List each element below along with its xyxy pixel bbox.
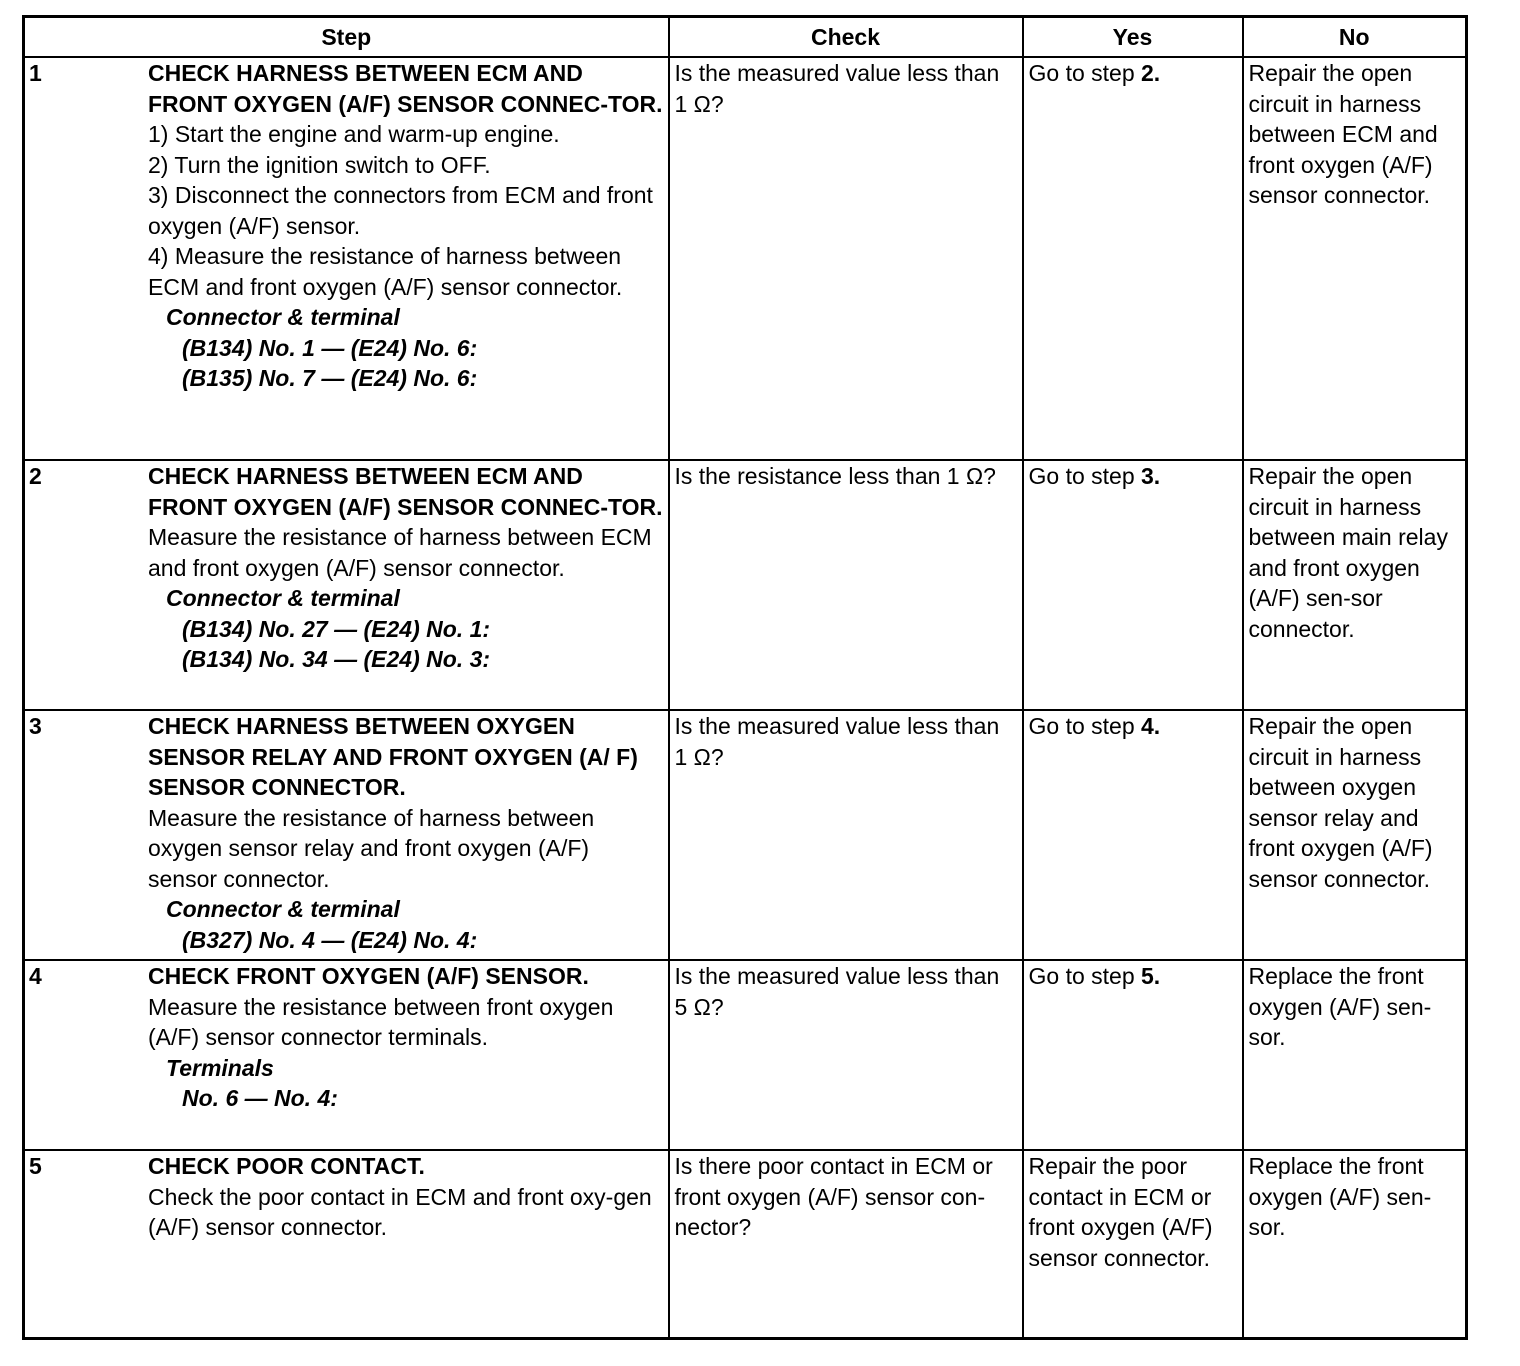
check-cell xyxy=(669,1150,1023,1339)
check-question: Is the measured value less than 1 Ω? xyxy=(674,713,1000,770)
step-cell xyxy=(24,460,669,710)
yes-cell xyxy=(1023,57,1243,460)
terminal-item: No. 6 — No. 4: xyxy=(182,1085,338,1111)
yes-prefix: Go to step xyxy=(1028,713,1142,739)
no-cell xyxy=(1243,1150,1467,1339)
check-cell xyxy=(669,710,1023,960)
yes-action xyxy=(1024,58,1242,89)
check-cell xyxy=(669,960,1023,1150)
check-cell xyxy=(669,57,1023,460)
table-row xyxy=(24,960,1467,1150)
step-number: 2 xyxy=(29,463,42,489)
yes-step-ref: 2. xyxy=(1141,60,1161,86)
no-action: Replace the front oxygen (A/F) sen-sor. xyxy=(1248,1153,1432,1240)
step-instruction: 3) Disconnect the connectors from ECM and front oxygen (A/F) sensor. xyxy=(148,182,653,239)
yes-cell xyxy=(1023,960,1243,1150)
header-check: Check xyxy=(669,17,1023,58)
no-cell xyxy=(1243,460,1467,710)
yes-action xyxy=(1024,461,1242,492)
connector-heading: Connector & terminal xyxy=(166,304,400,330)
yes-step-ref: 5. xyxy=(1141,963,1161,989)
yes-prefix: Go to step xyxy=(1028,963,1142,989)
header-yes: Yes xyxy=(1023,17,1243,58)
no-action: Repair the open circuit in harness between main relay and front oxygen (A/F) sen-sor connector. xyxy=(1248,463,1448,642)
step-title: CHECK POOR CONTACT. xyxy=(148,1153,425,1179)
table-row xyxy=(24,460,1467,710)
step-cell xyxy=(24,710,669,960)
step-cell xyxy=(24,960,669,1150)
header-step: Step xyxy=(24,17,669,58)
connector-item: (B134) No. 1 — (E24) No. 6: xyxy=(182,334,478,361)
step-title: CHECK HARNESS BETWEEN ECM AND FRONT OXYGEN (A/F) SENSOR CONNEC-TOR. xyxy=(148,463,663,520)
yes-action: Repair the poor contact in ECM or front oxygen (A/F) sensor connector. xyxy=(1028,1153,1213,1271)
table-row xyxy=(24,710,1467,960)
yes-cell xyxy=(1023,460,1243,710)
check-question: Is the measured value less than 5 Ω? xyxy=(674,963,1000,1020)
connector-item: (B134) No. 34 — (E24) No. 3: xyxy=(182,646,491,672)
yes-action xyxy=(1024,711,1242,742)
connector-item: (B134) No. 27 — (E24) No. 1: xyxy=(182,615,491,642)
step-number: 1 xyxy=(29,60,42,86)
no-cell xyxy=(1243,960,1467,1150)
step-title: CHECK HARNESS BETWEEN OXYGEN SENSOR RELAY AND FRONT OXYGEN (A/ F) SENSOR CONNECTOR. xyxy=(148,713,638,800)
step-number: 3 xyxy=(29,713,42,739)
yes-step-ref: 3. xyxy=(1141,463,1161,489)
no-cell xyxy=(1243,710,1467,960)
terminals-heading: Terminals xyxy=(166,1054,274,1081)
connector-heading: Connector & terminal xyxy=(166,585,400,611)
step-instruction: 4) Measure the resistance of harness between ECM and front oxygen (A/F) sensor connector. xyxy=(148,243,623,300)
step-number: 5 xyxy=(29,1153,42,1179)
step-instruction: Check the poor contact in ECM and front oxy-gen (A/F) sensor connector. xyxy=(148,1183,652,1240)
yes-cell xyxy=(1023,710,1243,960)
no-action: Replace the front oxygen (A/F) sen-sor. xyxy=(1248,963,1432,1050)
check-cell xyxy=(669,460,1023,710)
yes-step-ref: 4. xyxy=(1141,713,1161,739)
step-cell xyxy=(24,1150,669,1339)
step-cell xyxy=(24,57,669,460)
yes-prefix: Go to step xyxy=(1028,60,1142,86)
step-instruction: 1) Start the engine and warm-up engine. xyxy=(148,121,560,147)
no-action: Repair the open circuit in harness between oxygen sensor relay and front oxygen (A/F) sensor connector. xyxy=(1248,713,1433,892)
connector-item: (B135) No. 7 — (E24) No. 6: xyxy=(182,365,478,391)
header-no: No xyxy=(1243,17,1467,58)
step-instruction: Measure the resistance of harness between ECM and front oxygen (A/F) sensor connector. xyxy=(148,524,652,581)
step-instruction: Measure the resistance of harness between oxygen sensor relay and front oxygen (A/F) sensor connector. xyxy=(148,804,595,892)
table-row xyxy=(24,57,1467,460)
check-question: Is the measured value less than 1 Ω? xyxy=(674,60,1000,117)
yes-cell xyxy=(1023,1150,1243,1339)
step-title: CHECK HARNESS BETWEEN ECM AND FRONT OXYGEN (A/F) SENSOR CONNEC-TOR. xyxy=(148,60,663,117)
connector-item: (B327) No. 4 — (E24) No. 4: xyxy=(182,926,478,953)
yes-prefix: Go to step xyxy=(1028,463,1142,489)
yes-action xyxy=(1024,961,1242,992)
no-cell xyxy=(1243,57,1467,460)
diagnostic-table xyxy=(22,15,1468,1340)
check-question: Is the resistance less than 1 Ω? xyxy=(674,463,996,489)
step-number: 4 xyxy=(29,963,42,989)
check-question: Is there poor contact in ECM or front oxygen (A/F) sensor con-nector? xyxy=(674,1153,993,1240)
step-instruction: Measure the resistance between front oxygen (A/F) sensor connector terminals. xyxy=(148,993,614,1050)
step-title: CHECK FRONT OXYGEN (A/F) SENSOR. xyxy=(148,963,589,989)
table-row xyxy=(24,1150,1467,1339)
no-action: Repair the open circuit in harness between ECM and front oxygen (A/F) sensor connector. xyxy=(1248,60,1438,208)
connector-heading: Connector & terminal xyxy=(166,896,400,922)
step-instruction: 2) Turn the ignition switch to OFF. xyxy=(148,151,491,178)
header-row xyxy=(24,17,1467,58)
